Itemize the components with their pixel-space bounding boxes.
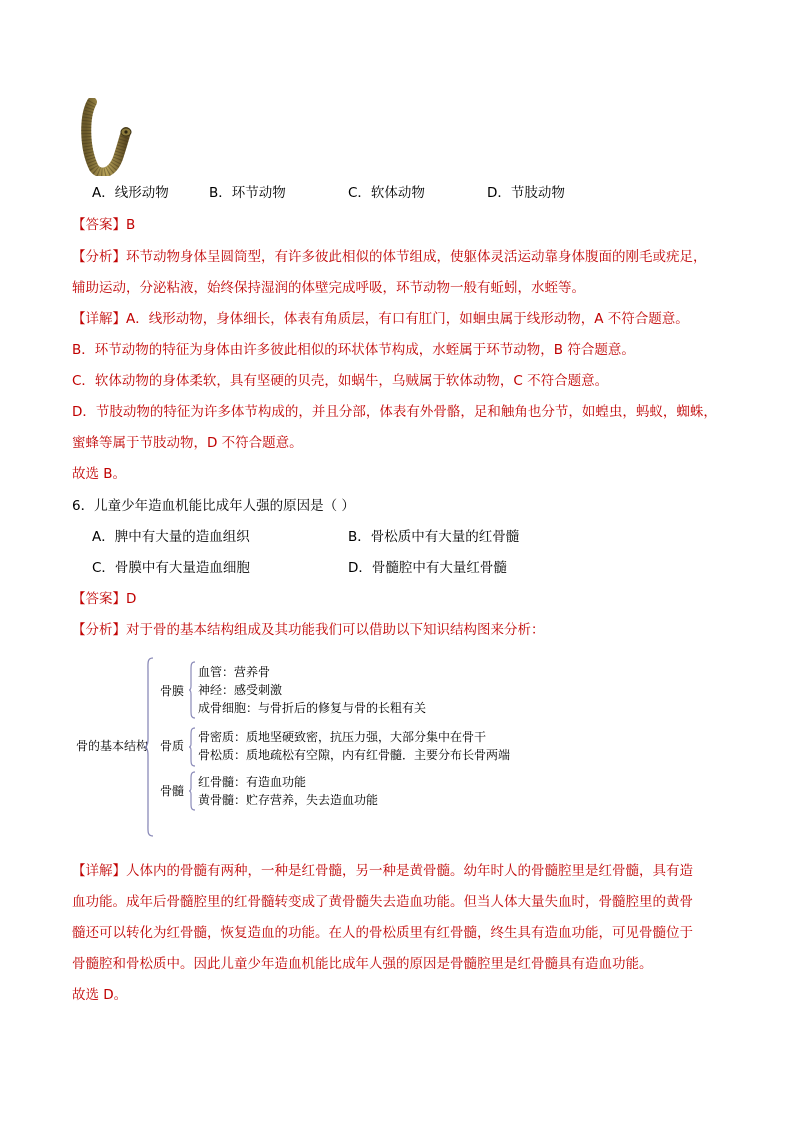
q6-detail-line-1 xyxy=(72,862,693,880)
q5-detail-line-b: B．环节动物的特征为身体由许多彼此相似的环状体节构成，水蛭属于环节动物，B 符合题意。 xyxy=(72,342,635,358)
q5-conclusion: 故选 B。 xyxy=(72,466,127,482)
q6-detail-line-3: 髓还可以转化为红骨髓，恢复造血的功能。在人的骨松质里有红骨髓，终生具有造血功能，可见骨髓位于 xyxy=(72,925,693,941)
q5-answer-line xyxy=(72,216,135,234)
q6-analysis-line xyxy=(72,621,545,639)
bone-substance-brace xyxy=(188,727,196,767)
q6-question: 6．儿童少年造血机能比成年人强的原因是（ ） xyxy=(72,498,355,514)
bone-marrow-brace xyxy=(188,771,196,811)
periosteum-brace xyxy=(188,661,196,719)
analysis-tag: 【分析】 xyxy=(72,622,126,638)
q5-analysis-line-1 xyxy=(72,248,707,266)
q5-detail-line-d2: 蜜蜂等属于节肢动物，D 不符合题意。 xyxy=(72,435,303,451)
q6-conclusion: 故选 D。 xyxy=(72,987,128,1003)
diagram-group-bone-substance: 骨质 xyxy=(160,739,185,753)
q5-analysis-text-1: 环节动物身体呈圆筒型，有许多彼此相似的体节组成，使躯体灵活运动靠身体腹面的刚毛或疣足， xyxy=(126,249,707,265)
q6-option-a: A．脾中有大量的造血组织 xyxy=(92,529,250,545)
detail-tag: 【详解】 xyxy=(72,311,126,327)
leech-image xyxy=(78,98,134,176)
q6-analysis-text: 对于骨的基本结构组成及其功能我们可以借助以下知识结构图来分析： xyxy=(126,622,545,638)
q6-detail-line-4: 骨髓腔和骨松质中。因此儿童少年造血机能比成年人强的原因是骨髓腔里是红骨髓具有造血功能。 xyxy=(72,956,653,972)
diagram-item: 骨松质：质地疏松有空隙，内有红骨髓．主要分布长骨两端 xyxy=(198,748,511,762)
q6-detail-text-1: 人体内的骨髓有两种，一种是红骨髓，另一种是黄骨髓。幼年时人的骨髓腔里是红骨髓，具有造 xyxy=(126,863,693,879)
q6-option-b: B．骨松质中有大量的红骨髓 xyxy=(348,529,520,545)
q6-option-d: D．骨髓腔中有大量红骨髓 xyxy=(348,560,507,576)
q5-detail-a: A．线形动物，身体细长，体表有角质层，有口有肛门，如蛔虫属于线形动物，A 不符合题意。 xyxy=(126,311,689,327)
diagram-group-bone-marrow: 骨髓 xyxy=(160,784,185,798)
diagram-item: 骨密质：质地坚硬致密，抗压力强，大部分集中在骨干 xyxy=(198,730,487,744)
diagram-item: 红骨髓：有造血功能 xyxy=(198,775,307,789)
diagram-item: 神经：感受刺激 xyxy=(198,683,283,697)
q6-detail-line-2: 血功能。成年后骨髓腔里的红骨髓转变成了黄骨髓失去造血功能。但当人体大量失血时，骨髓腔里的黄骨 xyxy=(72,894,693,910)
q5-option-a: A．线形动物 xyxy=(92,185,169,201)
q5-detail-line-c: C．软体动物的身体柔软，具有坚硬的贝壳，如蜗牛，乌贼属于软体动物，C 不符合题意。 xyxy=(72,373,609,389)
q5-detail-line-a xyxy=(72,310,689,328)
diagram-group-periosteum: 骨膜 xyxy=(160,684,185,698)
analysis-tag: 【分析】 xyxy=(72,249,126,265)
diagram-item: 血管：营养骨 xyxy=(198,665,271,679)
diagram-root-label: 骨的基本结构 xyxy=(76,739,149,753)
q5-analysis-line-2: 辅助运动，分泌粘液，始终保持湿润的体壁完成呼吸，环节动物一般有蚯蚓，水蛭等。 xyxy=(72,280,585,296)
answer-tag: 【答案】 xyxy=(72,217,126,233)
diagram-item: 黄骨髓：贮存营养，失去造血功能 xyxy=(198,793,379,807)
q5-option-c: C．软体动物 xyxy=(348,185,425,201)
q5-detail-line-d1: D．节肢动物的特征为许多体节构成的，并且分部，体表有外骨骼，足和触角也分节，如蝗虫，蚂蚁，蜘蛛， xyxy=(72,404,717,420)
q6-option-c: C．骨膜中有大量造血细胞 xyxy=(92,560,250,576)
detail-tag: 【详解】 xyxy=(72,863,126,879)
q5-option-b: B．环节动物 xyxy=(209,185,286,201)
diagram-item: 成骨细胞：与骨折后的修复与骨的长粗有关 xyxy=(198,701,427,715)
root-brace xyxy=(144,657,154,837)
q6-answer: D xyxy=(126,591,137,607)
q5-option-d: D．节肢动物 xyxy=(487,185,565,201)
answer-tag: 【答案】 xyxy=(72,591,126,607)
q5-answer: B xyxy=(126,217,136,233)
bone-structure-diagram xyxy=(72,655,632,840)
q6-answer-line xyxy=(72,590,136,608)
